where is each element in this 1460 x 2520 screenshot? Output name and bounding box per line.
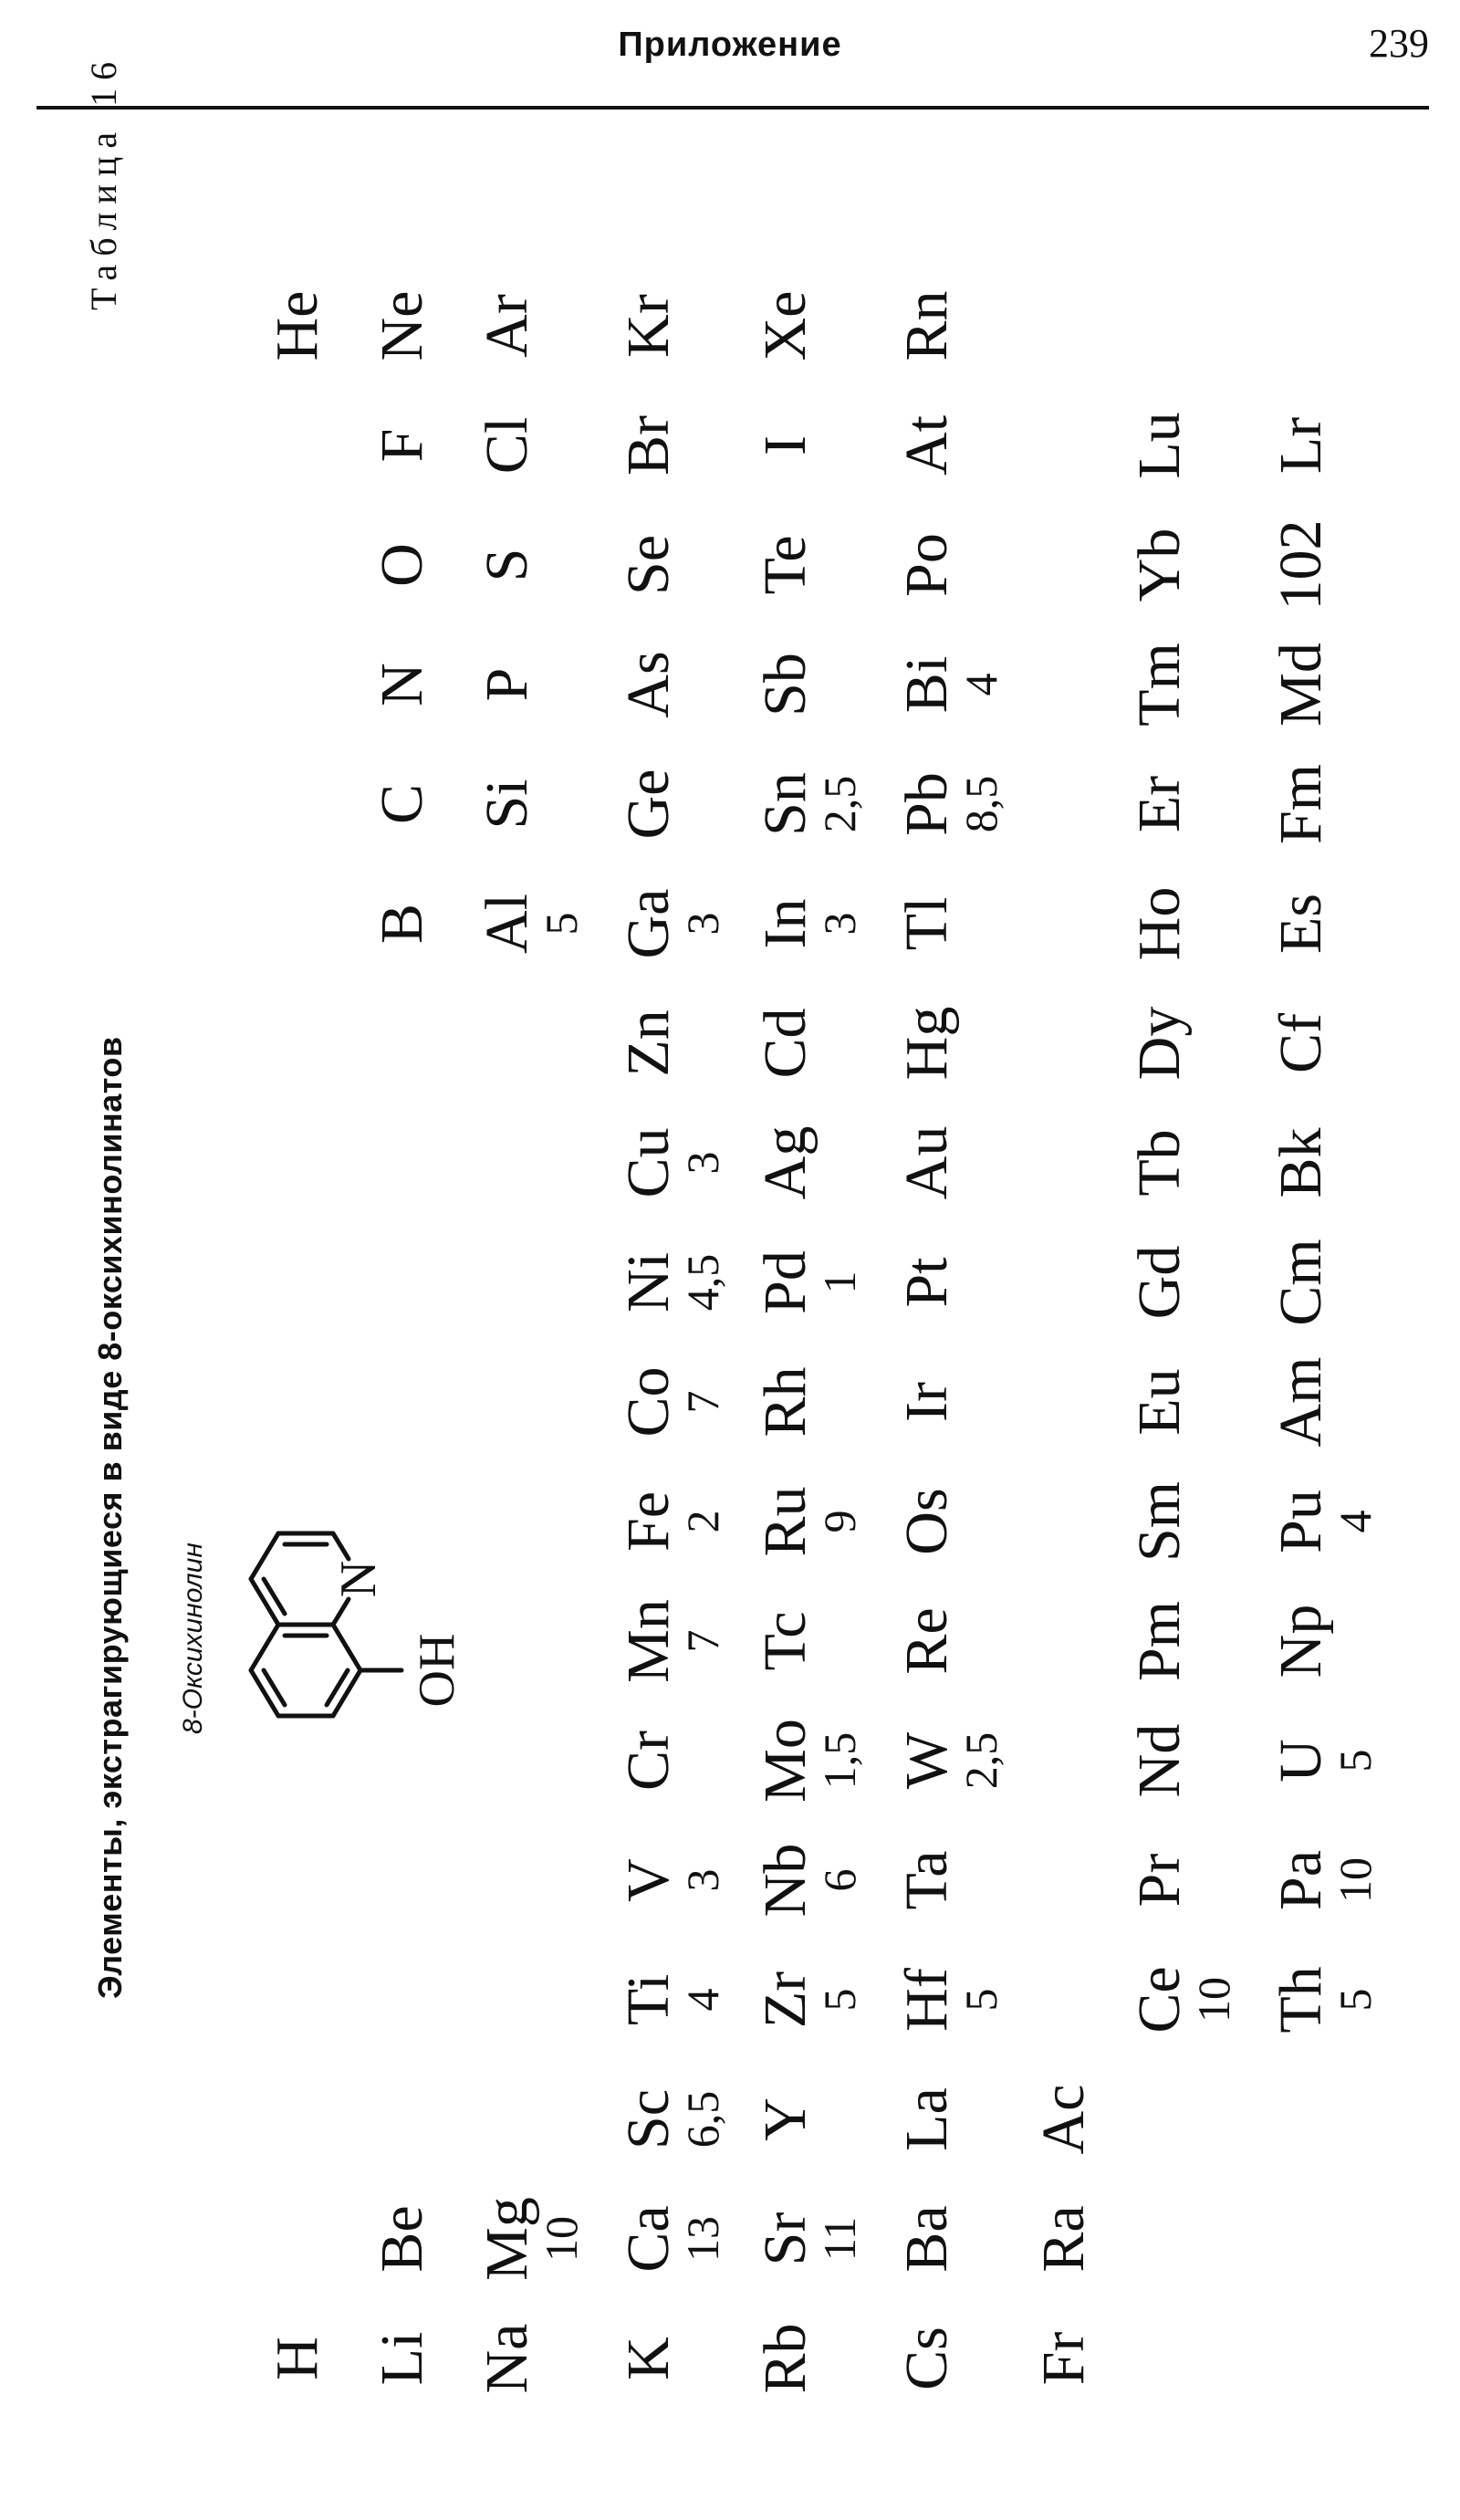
element-symbol: Pm <box>1126 1600 1193 1682</box>
element-cell <box>1268 633 1334 736</box>
element-symbol: Cm <box>1267 1239 1334 1326</box>
element-cell <box>265 275 330 377</box>
running-head <box>0 21 1460 80</box>
element-symbol: Ne <box>369 290 435 361</box>
element-cell <box>370 2188 435 2290</box>
element-cell <box>615 873 728 975</box>
element-cell <box>1268 753 1334 855</box>
element-cell <box>752 753 865 855</box>
element-symbol: Ta <box>893 1850 960 1910</box>
element-symbol: Sn <box>752 772 819 836</box>
element-symbol: He <box>264 290 330 361</box>
element-symbol: 102 <box>1267 519 1334 611</box>
element-cell <box>1268 992 1334 1094</box>
element-cell <box>894 1112 960 1214</box>
element-symbol: O <box>369 543 435 587</box>
periodic-table-grid <box>82 137 1396 2473</box>
element-cell <box>753 1112 819 1214</box>
element-cell <box>893 1949 1006 2051</box>
element-symbol: Pa <box>1267 1850 1334 1910</box>
element-symbol: In <box>752 898 819 949</box>
element-value: 5 <box>814 1988 865 2012</box>
element-value: 4 <box>1330 1510 1381 1533</box>
element-symbol: Ba <box>893 2205 960 2273</box>
element-cell <box>894 394 960 497</box>
element-cell <box>893 753 1006 855</box>
element-symbol: Th <box>1267 1966 1334 2034</box>
element-symbol: Ag <box>752 1125 819 1200</box>
element-symbol: Os <box>893 1488 960 1555</box>
element-cell <box>753 633 819 736</box>
element-symbol: Ar <box>474 294 540 358</box>
element-value: 3 <box>677 912 728 936</box>
element-symbol: Bi <box>893 655 960 714</box>
element-cell <box>1031 2068 1097 2170</box>
element-value: 6,5 <box>677 2090 728 2149</box>
element-value: 6 <box>814 1868 865 1892</box>
element-cell <box>1268 873 1334 975</box>
element-cell <box>1267 1829 1381 1931</box>
element-cell <box>615 1351 728 1453</box>
element-cell <box>616 753 682 855</box>
element-cell <box>1268 1231 1334 1333</box>
element-symbol: Ge <box>615 769 682 840</box>
element-symbol: Kr <box>615 294 682 358</box>
element-value: 5 <box>955 1988 1006 2012</box>
element-value: 5 <box>536 912 587 936</box>
element-symbol: Y <box>752 2097 819 2141</box>
element-cell <box>1268 514 1334 616</box>
element-symbol: K <box>615 2337 682 2380</box>
element-symbol: Pb <box>893 772 960 836</box>
element-cell <box>894 1590 960 1692</box>
element-symbol: V <box>615 1858 682 1902</box>
element-symbol: Fr <box>1030 2331 1097 2386</box>
element-symbol: Zr <box>752 1971 819 2029</box>
nitrogen-atom-label: N <box>330 1560 387 1598</box>
element-symbol: Dy <box>1126 1006 1193 1081</box>
element-symbol: Cs <box>893 2327 960 2390</box>
element-value: 4,5 <box>677 1253 728 1312</box>
element-cell <box>894 1351 960 1453</box>
element-symbol: Au <box>893 1125 960 1200</box>
element-cell <box>753 514 819 616</box>
element-cell <box>370 2307 435 2410</box>
element-symbol: As <box>615 651 682 718</box>
element-cell <box>1126 1949 1239 2051</box>
element-symbol: Md <box>1267 643 1334 727</box>
element-value: 7 <box>677 1390 728 1414</box>
element-value: 7 <box>677 1629 728 1653</box>
element-symbol: Er <box>1126 775 1193 833</box>
element-symbol: Pu <box>1267 1490 1334 1553</box>
element-cell <box>615 1112 728 1214</box>
element-cell <box>1127 1590 1193 1692</box>
element-value: 2,5 <box>814 775 865 833</box>
element-cell <box>752 1829 865 1931</box>
element-symbol: Br <box>615 415 682 476</box>
element-cell <box>752 1231 865 1333</box>
element-symbol: Fe <box>615 1491 682 1552</box>
element-cell <box>474 275 540 377</box>
element-symbol: Al <box>474 894 540 954</box>
element-symbol: Xe <box>752 290 819 361</box>
element-value: 10 <box>536 2216 587 2262</box>
element-symbol: Ir <box>893 1382 960 1422</box>
hydroxyl-label: OH <box>409 1633 465 1708</box>
element-symbol: Ga <box>615 888 682 959</box>
element-cell <box>370 873 435 975</box>
element-symbol: Rn <box>893 290 960 361</box>
element-cell <box>893 1710 1006 1812</box>
element-value: 3 <box>677 1151 728 1175</box>
element-symbol: Lu <box>1126 412 1193 479</box>
element-symbol: Tm <box>1126 643 1193 727</box>
element-cell <box>1267 1710 1381 1812</box>
element-symbol: C <box>369 783 435 825</box>
element-cell <box>474 394 540 497</box>
element-cell <box>752 1470 865 1573</box>
element-cell <box>752 2188 865 2290</box>
element-value: 3 <box>814 912 865 936</box>
element-cell <box>752 1710 865 1812</box>
element-symbol: Tl <box>893 896 960 951</box>
element-symbol: Na <box>474 2323 540 2394</box>
element-cell <box>474 753 540 855</box>
element-value: 11 <box>814 2216 865 2262</box>
element-cell <box>1031 2307 1097 2410</box>
element-value: 13 <box>677 2216 728 2262</box>
element-cell <box>1127 1710 1193 1812</box>
element-symbol: Po <box>893 533 960 597</box>
element-value: 9 <box>814 1510 865 1533</box>
element-cell <box>615 1949 728 2051</box>
element-cell <box>1127 394 1193 497</box>
element-symbol: Cl <box>474 416 540 475</box>
element-symbol: Tc <box>752 1611 819 1671</box>
header-rule <box>36 106 1429 110</box>
element-symbol: F <box>369 428 435 463</box>
element-symbol: Sm <box>1126 1480 1193 1563</box>
element-symbol: Cu <box>615 1127 682 1198</box>
element-symbol: Fm <box>1267 763 1334 845</box>
element-symbol: N <box>369 663 435 706</box>
element-symbol: Li <box>369 2331 435 2386</box>
element-symbol: Ru <box>752 1486 819 1557</box>
element-cell <box>615 1829 728 1931</box>
element-symbol: Rh <box>752 1366 819 1438</box>
section-title: Приложение <box>618 26 842 64</box>
element-cell <box>1127 633 1193 736</box>
element-cell <box>265 2307 330 2410</box>
element-cell <box>616 514 682 616</box>
element-cell <box>1127 1470 1193 1573</box>
element-cell <box>1031 2188 1097 2290</box>
element-cell <box>753 2068 819 2170</box>
element-cell <box>616 1710 682 1812</box>
element-symbol: Ca <box>615 2205 682 2273</box>
element-symbol: Am <box>1267 1356 1334 1448</box>
element-symbol: Ac <box>1030 2084 1097 2155</box>
element-cell <box>1127 753 1193 855</box>
element-symbol: Se <box>615 535 682 595</box>
element-cell <box>894 992 960 1094</box>
element-symbol: At <box>893 415 960 476</box>
element-symbol: H <box>264 2337 330 2380</box>
element-value: 5 <box>1330 1988 1381 2012</box>
element-symbol: Ce <box>1126 1966 1193 2034</box>
element-cell <box>1127 514 1193 616</box>
rotated-table-region <box>82 53 1396 2473</box>
element-cell <box>753 992 819 1094</box>
element-cell <box>474 873 587 975</box>
element-symbol: U <box>1267 1739 1334 1783</box>
element-cell <box>616 275 682 377</box>
element-symbol: Ra <box>1030 2205 1097 2273</box>
element-cell <box>616 633 682 736</box>
element-cell <box>1127 1351 1193 1453</box>
element-symbol: B <box>369 903 435 945</box>
element-value: 3 <box>677 1868 728 1892</box>
element-symbol: Eu <box>1126 1368 1193 1436</box>
element-cell <box>370 633 435 736</box>
element-cell <box>370 514 435 616</box>
element-cell <box>1127 873 1193 975</box>
element-cell <box>894 1470 960 1573</box>
element-value: 4 <box>955 673 1006 696</box>
element-cell <box>753 394 819 497</box>
element-value: 1,5 <box>814 1731 865 1790</box>
element-cell <box>753 1590 819 1692</box>
element-symbol: La <box>893 2087 960 2151</box>
element-cell <box>1268 1590 1334 1692</box>
element-cell <box>894 514 960 616</box>
element-symbol: Re <box>893 1607 960 1675</box>
element-cell <box>370 275 435 377</box>
element-cell <box>893 633 1006 736</box>
element-cell <box>894 1231 960 1333</box>
element-symbol: Zn <box>615 1009 682 1077</box>
element-symbol: Ho <box>1126 886 1193 961</box>
element-cell <box>1127 1231 1193 1333</box>
element-cell <box>474 633 540 736</box>
element-cell <box>894 2068 960 2170</box>
element-cell <box>616 992 682 1094</box>
element-symbol: Yb <box>1126 528 1193 602</box>
element-cell <box>615 1231 728 1333</box>
element-value: 8,5 <box>955 775 1006 833</box>
element-symbol: Mg <box>474 2197 540 2281</box>
element-symbol: Si <box>474 779 540 830</box>
element-cell <box>1268 394 1334 497</box>
element-symbol: Co <box>615 1366 682 1438</box>
element-cell <box>1268 1112 1334 1214</box>
element-symbol: Lr <box>1267 416 1334 475</box>
element-cell <box>753 1351 819 1453</box>
element-symbol: Gd <box>1126 1245 1193 1320</box>
element-cell <box>616 394 682 497</box>
table-label: Таблица 16 <box>83 53 124 310</box>
element-value: 10 <box>1188 1977 1239 2023</box>
element-value: 2,5 <box>955 1731 1006 1790</box>
element-cell <box>370 753 435 855</box>
element-symbol: Sb <box>752 653 819 716</box>
element-cell <box>615 1470 728 1573</box>
element-symbol: W <box>893 1731 960 1790</box>
element-cell <box>894 873 960 975</box>
element-cell <box>894 275 960 377</box>
element-symbol: Cf <box>1267 1013 1334 1073</box>
element-symbol: Pr <box>1126 1853 1193 1908</box>
element-symbol: Sr <box>752 2212 819 2266</box>
element-symbol: Nd <box>1126 1723 1193 1798</box>
element-symbol: Ti <box>615 1973 682 2026</box>
element-cell <box>1267 1470 1381 1573</box>
element-symbol: I <box>752 435 819 455</box>
element-cell <box>894 2307 960 2410</box>
element-symbol: Pd <box>752 1250 819 1314</box>
element-symbol: Hf <box>893 1968 960 2032</box>
element-symbol: Np <box>1267 1604 1334 1678</box>
element-symbol: Es <box>1267 894 1334 954</box>
element-symbol: Tb <box>1126 1129 1193 1197</box>
element-cell <box>1127 1112 1193 1214</box>
element-symbol: Sc <box>615 2089 682 2149</box>
element-symbol: Be <box>369 2205 435 2273</box>
element-cell <box>752 1949 865 2051</box>
element-cell <box>615 1590 728 1692</box>
element-cell <box>1127 1829 1193 1931</box>
element-cell <box>894 2188 960 2290</box>
element-symbol: Cd <box>752 1008 819 1079</box>
element-cell <box>753 275 819 377</box>
element-symbol: Cr <box>615 1731 682 1791</box>
element-value: 10 <box>1330 1857 1381 1903</box>
element-symbol: Mn <box>615 1599 682 1683</box>
element-value: 5 <box>1330 1749 1381 1772</box>
element-cell <box>474 2307 540 2410</box>
structure-caption: 8-Оксихинолин <box>178 1542 208 1734</box>
table-title: Элементы, экстрагирующиеся в виде 8-оксихинолинатов <box>91 1036 129 1999</box>
page-number: 239 <box>1369 21 1429 66</box>
element-cell <box>616 2307 682 2410</box>
element-cell <box>615 2068 728 2170</box>
element-symbol: Ni <box>615 1252 682 1312</box>
element-cell <box>474 2188 587 2290</box>
element-symbol: Nb <box>752 1843 819 1918</box>
element-symbol: Bk <box>1267 1127 1334 1198</box>
element-symbol: P <box>474 667 540 702</box>
element-symbol: S <box>474 548 540 582</box>
element-cell <box>1267 1949 1381 2051</box>
element-value: 4 <box>677 1988 728 2012</box>
element-cell <box>474 514 540 616</box>
element-symbol: Hg <box>893 1006 960 1081</box>
element-symbol: Rb <box>752 2323 819 2394</box>
element-cell <box>753 2307 819 2410</box>
element-symbol: Pt <box>893 1257 960 1308</box>
element-symbol: Te <box>752 535 819 595</box>
element-cell <box>1268 1351 1334 1453</box>
element-cell <box>370 394 435 497</box>
element-value: 1 <box>814 1270 865 1294</box>
element-cell <box>894 1829 960 1931</box>
element-value: 2 <box>677 1510 728 1533</box>
element-cell <box>615 2188 728 2290</box>
element-cell <box>752 873 865 975</box>
element-cell <box>1127 992 1193 1094</box>
element-symbol: Mo <box>752 1719 819 1803</box>
